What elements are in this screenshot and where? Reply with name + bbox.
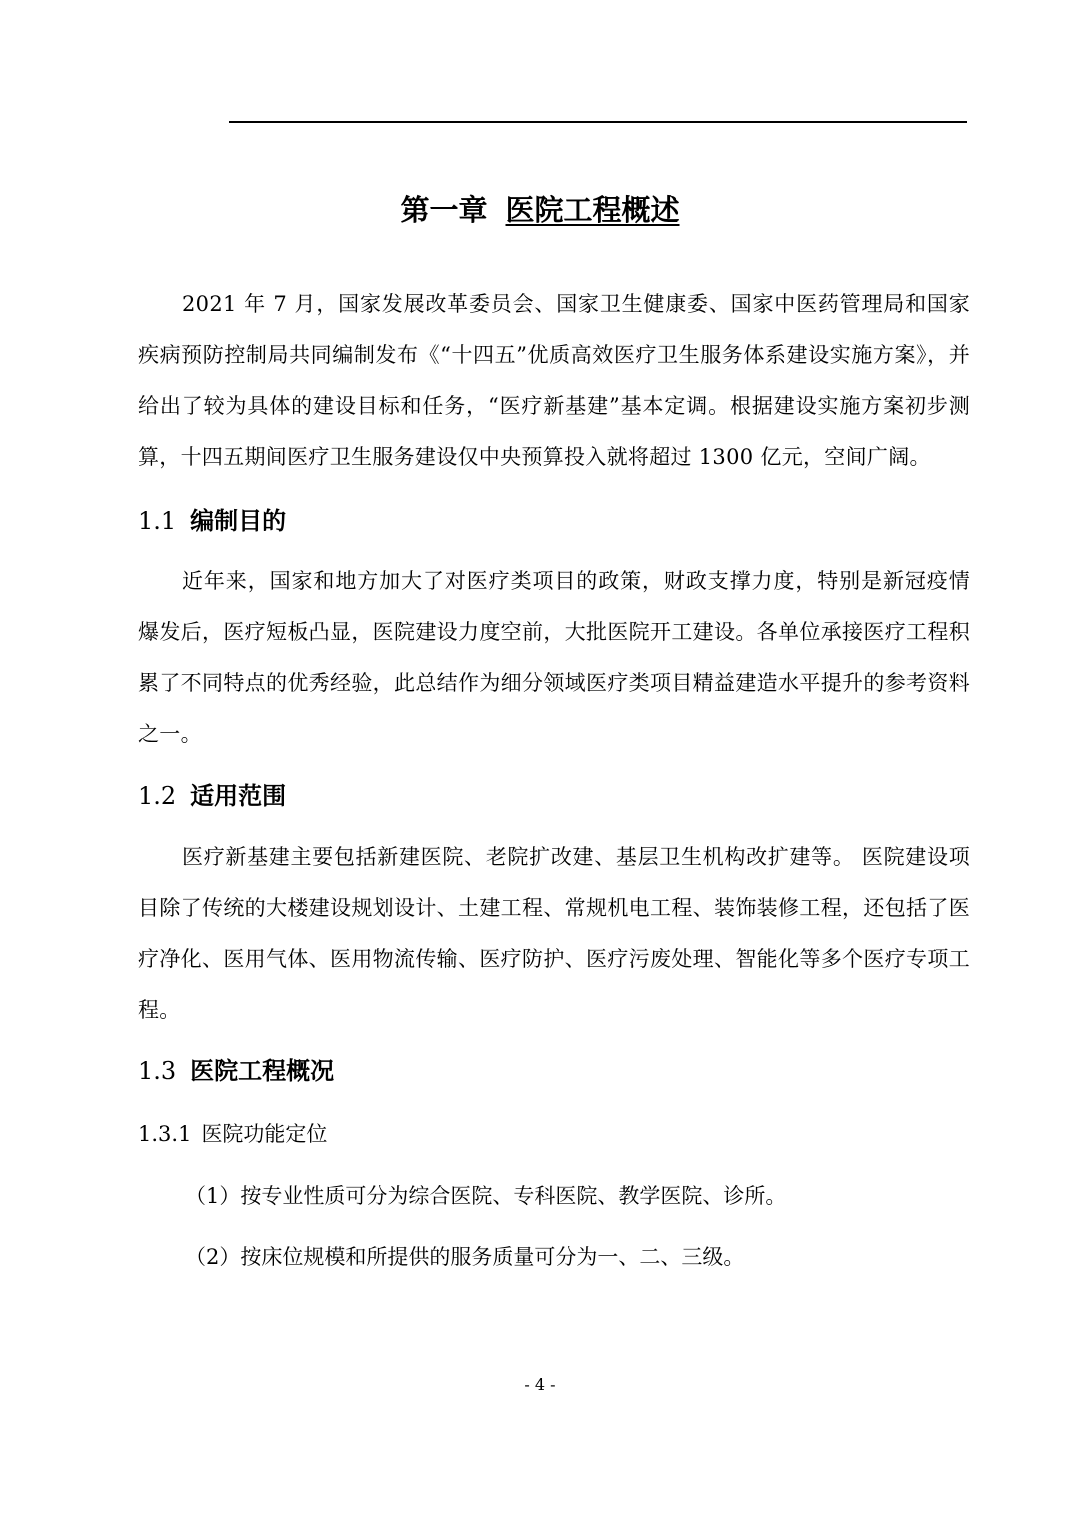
section-heading-1-1 <box>138 503 286 539</box>
list-item: （2）按床位规模和所提供的服务质量可分为一、二、三级。 <box>185 1245 745 1269</box>
subsection-heading-1-3-1 <box>138 1118 327 1150</box>
section-title: 编制目的 <box>190 507 287 535</box>
section-heading-1-2 <box>138 778 286 814</box>
intro-paragraph: 2021 年 7 月，国家发展改革委员会、国家卫生健康委、国家中医药管理局和国家疾病预防控制局共同编制发布《“十四五”优质高效医疗卫生服务体系建设实施方案》，并给出了较为具体的建设目标和任务，“医疗新基建”基本定调。根据建设实施方案初步测算，十四五期间医疗卫生服务建设仅中央预算投入就将超过 1300 亿元，空间广阔。 <box>138 292 970 469</box>
list-item: （1）按专业性质可分为综合医院、专科医院、教学医院、诊所。 <box>185 1184 787 1208</box>
chapter-number: 第一章 <box>400 193 488 227</box>
header-rule <box>229 121 967 123</box>
subsection-title: 医院功能定位 <box>201 1122 328 1146</box>
section-heading-1-3 <box>138 1053 334 1089</box>
section-number: 1.3 <box>138 1057 177 1085</box>
section-1-2-paragraph: 医疗新基建主要包括新建医院、老院扩改建、基层卫生机构改扩建等。 医院建设项目除了传统的大楼建设规划设计、土建工程、常规机电工程、装饰装修工程，还包括了医疗净化、医用气体、医用物流传输、医疗防护、医疗污废处理、智能化等多个医疗专项工程。 <box>138 845 970 1022</box>
subsection-number: 1.3.1 <box>138 1122 192 1146</box>
chapter-title <box>0 188 1080 232</box>
section-title: 适用范围 <box>190 782 287 810</box>
section-1-1-paragraph: 近年来，国家和地方加大了对医疗类项目的政策，财政支撑力度，特别是新冠疫情爆发后，医疗短板凸显，医院建设力度空前，大批医院开工建设。各单位承接医疗工程积累了不同特点的优秀经验，此总结作为细分领域医疗类项目精益建造水平提升的参考资料之一。 <box>138 569 970 746</box>
section-title: 医院工程概况 <box>190 1057 335 1085</box>
section-number: 1.2 <box>138 782 177 810</box>
section-number: 1.1 <box>138 507 177 535</box>
chapter-name: 医院工程概述 <box>505 193 680 227</box>
page-number: - 4 - <box>524 1375 556 1394</box>
